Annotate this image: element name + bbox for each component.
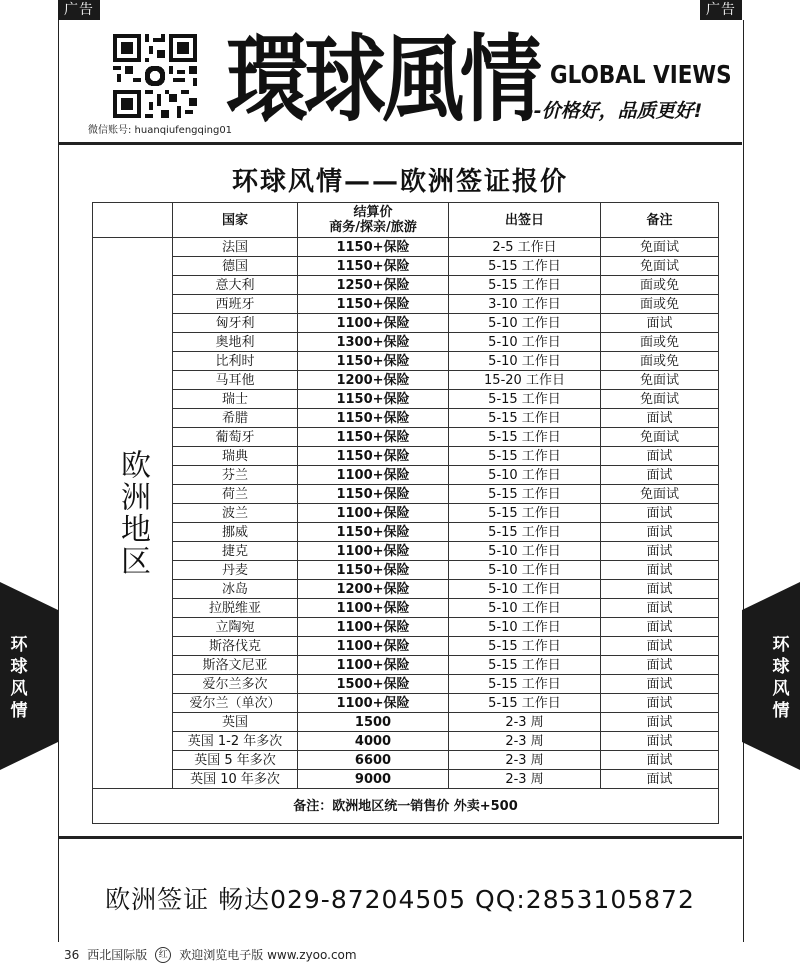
remark-cell: 免面试 xyxy=(601,428,719,447)
country-cell: 英国 xyxy=(173,713,298,732)
remark-cell: 面或免 xyxy=(601,352,719,371)
country-cell: 法国 xyxy=(173,238,298,257)
remark-cell: 免面试 xyxy=(601,238,719,257)
price-cell: 1100+保险 xyxy=(298,618,449,637)
price-cell: 1100+保险 xyxy=(298,656,449,675)
country-cell: 意大利 xyxy=(173,276,298,295)
days-header: 出签日 xyxy=(449,203,601,238)
price-cell: 1150+保险 xyxy=(298,295,449,314)
table-row xyxy=(93,618,719,637)
price-cell: 1100+保险 xyxy=(298,694,449,713)
table-row xyxy=(93,466,719,485)
days-cell: 5-15 工作日 xyxy=(449,504,601,523)
price-header xyxy=(298,203,449,238)
days-cell: 5-15 工作日 xyxy=(449,523,601,542)
price-cell: 1250+保险 xyxy=(298,276,449,295)
days-cell: 2-5 工作日 xyxy=(449,238,601,257)
country-cell: 比利时 xyxy=(173,352,298,371)
remark-cell: 面试 xyxy=(601,770,719,789)
remark-cell: 免面试 xyxy=(601,257,719,276)
remark-cell: 面试 xyxy=(601,409,719,428)
table-row xyxy=(93,504,719,523)
table-row xyxy=(93,238,719,257)
brand-logo-text: 環球風情 xyxy=(226,24,539,136)
price-cell: 1150+保险 xyxy=(298,352,449,371)
price-header-line1: 结算价 xyxy=(353,205,393,220)
price-cell: 1150+保险 xyxy=(298,257,449,276)
price-cell: 1200+保险 xyxy=(298,580,449,599)
days-cell: 5-15 工作日 xyxy=(449,428,601,447)
days-cell: 5-10 工作日 xyxy=(449,466,601,485)
footer-divider xyxy=(58,836,742,839)
country-cell: 希腊 xyxy=(173,409,298,428)
price-cell: 1100+保险 xyxy=(298,504,449,523)
days-cell: 5-15 工作日 xyxy=(449,447,601,466)
page-number: 36 xyxy=(64,947,80,962)
country-cell: 德国 xyxy=(173,257,298,276)
region-label: 欧洲地区 xyxy=(93,238,173,789)
remark-cell: 面试 xyxy=(601,713,719,732)
remark-cell: 面试 xyxy=(601,694,719,713)
table-row xyxy=(93,314,719,333)
global-views-title: GLOBAL VIEWS xyxy=(550,60,732,89)
price-cell: 1500+保险 xyxy=(298,675,449,694)
remark-cell: 面试 xyxy=(601,561,719,580)
country-cell: 挪威 xyxy=(173,523,298,542)
table-row xyxy=(93,523,719,542)
days-cell: 5-10 工作日 xyxy=(449,618,601,637)
table-row xyxy=(93,713,719,732)
edition-name: 西北国际版 xyxy=(87,948,148,962)
table-row xyxy=(93,409,719,428)
country-cell: 斯洛文尼亚 xyxy=(173,656,298,675)
price-cell: 1150+保险 xyxy=(298,238,449,257)
country-cell: 斯洛伐克 xyxy=(173,637,298,656)
table-row xyxy=(93,694,719,713)
days-cell: 2-3 周 xyxy=(449,732,601,751)
footer xyxy=(64,946,357,963)
country-cell: 匈牙利 xyxy=(173,314,298,333)
footer-website[interactable]: 欢迎浏览电子版 www.zyoo.com xyxy=(179,948,357,962)
country-header: 国家 xyxy=(173,203,298,238)
remark-cell: 面试 xyxy=(601,656,719,675)
remark-header: 备注 xyxy=(601,203,719,238)
days-cell: 5-15 工作日 xyxy=(449,276,601,295)
side-tab-left xyxy=(0,582,58,770)
table-note-row xyxy=(93,789,719,824)
country-cell: 爱尔兰（单次） xyxy=(173,694,298,713)
price-cell: 1150+保险 xyxy=(298,428,449,447)
table-row xyxy=(93,637,719,656)
country-cell: 瑞士 xyxy=(173,390,298,409)
price-cell: 1150+保险 xyxy=(298,523,449,542)
price-cell: 1500 xyxy=(298,713,449,732)
country-cell: 丹麦 xyxy=(173,561,298,580)
table-row xyxy=(93,257,719,276)
table-row xyxy=(93,333,719,352)
remark-cell: 面试 xyxy=(601,504,719,523)
side-tab-left-label: 环球风情 xyxy=(10,635,28,721)
table-row xyxy=(93,485,719,504)
country-cell: 波兰 xyxy=(173,504,298,523)
days-cell: 5-10 工作日 xyxy=(449,333,601,352)
ad-label-right: 广告 xyxy=(700,0,742,20)
remark-cell: 面试 xyxy=(601,580,719,599)
remark-cell: 免面试 xyxy=(601,390,719,409)
country-cell: 芬兰 xyxy=(173,466,298,485)
header-divider xyxy=(58,142,742,145)
country-cell: 马耳他 xyxy=(173,371,298,390)
remark-cell: 面试 xyxy=(601,732,719,751)
price-cell: 1100+保险 xyxy=(298,637,449,656)
days-cell: 5-15 工作日 xyxy=(449,637,601,656)
remark-cell: 面或免 xyxy=(601,295,719,314)
country-cell: 拉脱维亚 xyxy=(173,599,298,618)
days-cell: 5-15 工作日 xyxy=(449,390,601,409)
remark-cell: 面试 xyxy=(601,599,719,618)
price-header-line2: 商务/探亲/旅游 xyxy=(329,220,417,235)
table-row xyxy=(93,276,719,295)
table-row xyxy=(93,542,719,561)
price-cell: 1150+保险 xyxy=(298,390,449,409)
page-title: 环球风情——欧洲签证报价 xyxy=(231,167,568,197)
remark-cell: 面或免 xyxy=(601,333,719,352)
country-cell: 荷兰 xyxy=(173,485,298,504)
table-header-row xyxy=(93,203,719,238)
table-row xyxy=(93,390,719,409)
price-cell: 1100+保险 xyxy=(298,542,449,561)
table-row xyxy=(93,580,719,599)
table-row xyxy=(93,371,719,390)
price-cell: 4000 xyxy=(298,732,449,751)
remark-cell: 面或免 xyxy=(601,276,719,295)
table-row xyxy=(93,295,719,314)
contact-line: 欧洲签证 畅达029-87204505 QQ:2853105872 xyxy=(105,885,695,914)
qr-code-icon xyxy=(113,34,197,118)
days-cell: 5-10 工作日 xyxy=(449,314,601,333)
edition-badge: 红 xyxy=(155,947,171,963)
remark-cell: 面试 xyxy=(601,466,719,485)
country-cell: 英国 10 年多次 xyxy=(173,770,298,789)
price-cell: 1100+保险 xyxy=(298,314,449,333)
price-cell: 1100+保险 xyxy=(298,599,449,618)
country-cell: 立陶宛 xyxy=(173,618,298,637)
table-row xyxy=(93,770,719,789)
country-cell: 西班牙 xyxy=(173,295,298,314)
table-row xyxy=(93,751,719,770)
days-cell: 5-10 工作日 xyxy=(449,599,601,618)
table-note: 备注：欧洲地区统一销售价 外卖+500 xyxy=(93,789,719,824)
wechat-id: 微信账号: huanqiufengqing01 xyxy=(88,125,233,136)
remark-cell: 面试 xyxy=(601,751,719,770)
table-row xyxy=(93,352,719,371)
region-header xyxy=(93,203,173,238)
table-row xyxy=(93,675,719,694)
price-cell: 1100+保险 xyxy=(298,466,449,485)
remark-cell: 面试 xyxy=(601,542,719,561)
days-cell: 3-10 工作日 xyxy=(449,295,601,314)
days-cell: 2-3 周 xyxy=(449,751,601,770)
table-row xyxy=(93,561,719,580)
days-cell: 5-10 工作日 xyxy=(449,580,601,599)
slogan: ---价格好，品质更好! xyxy=(518,100,703,122)
price-cell: 6600 xyxy=(298,751,449,770)
remark-cell: 面试 xyxy=(601,314,719,333)
price-cell: 1150+保险 xyxy=(298,409,449,428)
table-row xyxy=(93,428,719,447)
days-cell: 5-15 工作日 xyxy=(449,409,601,428)
table-row xyxy=(93,732,719,751)
days-cell: 5-10 工作日 xyxy=(449,352,601,371)
remark-cell: 面试 xyxy=(601,523,719,542)
price-cell: 1300+保险 xyxy=(298,333,449,352)
table-row xyxy=(93,447,719,466)
remark-cell: 免面试 xyxy=(601,485,719,504)
days-cell: 15-20 工作日 xyxy=(449,371,601,390)
days-cell: 5-10 工作日 xyxy=(449,542,601,561)
price-cell: 1150+保险 xyxy=(298,561,449,580)
remark-cell: 面试 xyxy=(601,675,719,694)
price-table xyxy=(92,202,719,824)
days-cell: 5-10 工作日 xyxy=(449,561,601,580)
ad-label-left: 广告 xyxy=(58,0,100,20)
country-cell: 捷克 xyxy=(173,542,298,561)
country-cell: 英国 5 年多次 xyxy=(173,751,298,770)
country-cell: 奥地利 xyxy=(173,333,298,352)
table-row xyxy=(93,599,719,618)
country-cell: 英国 1-2 年多次 xyxy=(173,732,298,751)
remark-cell: 免面试 xyxy=(601,371,719,390)
country-cell: 葡萄牙 xyxy=(173,428,298,447)
side-tab-right-label: 环球风情 xyxy=(772,635,790,721)
remark-cell: 面试 xyxy=(601,637,719,656)
days-cell: 5-15 工作日 xyxy=(449,656,601,675)
remark-cell: 面试 xyxy=(601,618,719,637)
price-cell: 1150+保险 xyxy=(298,447,449,466)
days-cell: 2-3 周 xyxy=(449,770,601,789)
days-cell: 5-15 工作日 xyxy=(449,485,601,504)
remark-cell: 面试 xyxy=(601,447,719,466)
days-cell: 2-3 周 xyxy=(449,713,601,732)
days-cell: 5-15 工作日 xyxy=(449,694,601,713)
days-cell: 5-15 工作日 xyxy=(449,675,601,694)
days-cell: 5-15 工作日 xyxy=(449,257,601,276)
side-tab-right xyxy=(742,582,800,770)
table-row xyxy=(93,656,719,675)
country-cell: 爱尔兰多次 xyxy=(173,675,298,694)
price-cell: 1150+保险 xyxy=(298,485,449,504)
country-cell: 瑞典 xyxy=(173,447,298,466)
price-cell: 1200+保险 xyxy=(298,371,449,390)
price-cell: 9000 xyxy=(298,770,449,789)
country-cell: 冰岛 xyxy=(173,580,298,599)
